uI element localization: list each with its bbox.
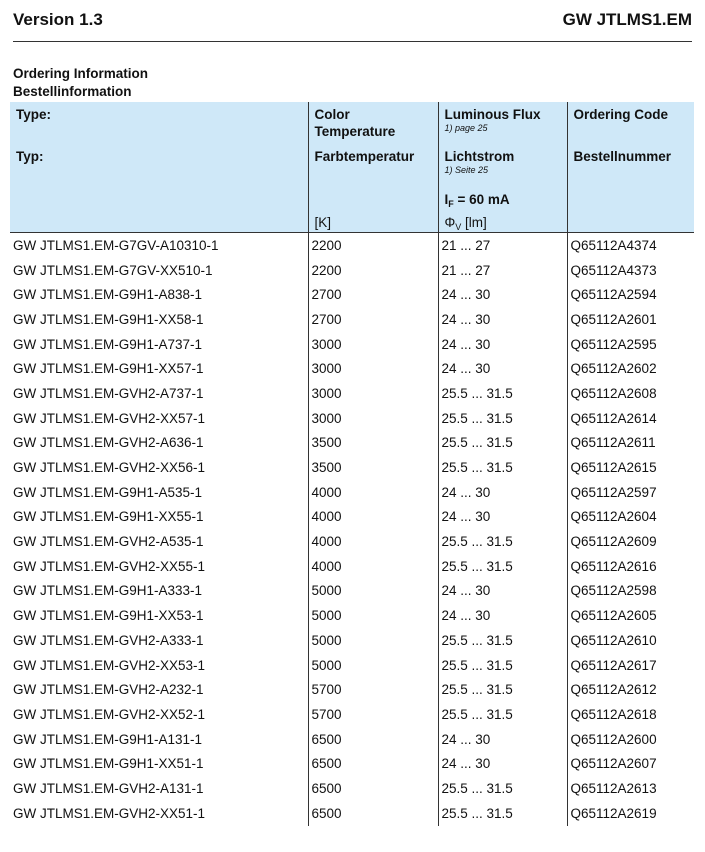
table-row (10, 653, 694, 678)
ordering-code-cell: Q65112A2610 (567, 628, 694, 653)
flux-cell: 24 ... 30 (438, 282, 567, 307)
color-temp-cell: 5700 (308, 702, 438, 727)
color-temp-cell: 2200 (308, 258, 438, 283)
ordering-code-cell: Q65112A2618 (567, 702, 694, 727)
color-temp-cell: 3500 (308, 455, 438, 480)
flux-cell: 24 ... 30 (438, 603, 567, 628)
type-cell: GW JTLMS1.EM-GVH2-A737-1 (13, 385, 204, 401)
color-temp-cell: 5000 (308, 579, 438, 604)
color-temp-cell: 5000 (308, 603, 438, 628)
section-title-de: Bestellinformation (13, 84, 132, 99)
flux-cell: 25.5 ... 31.5 (438, 628, 567, 653)
type-cell: GW JTLMS1.EM-GVH2-XX55-1 (13, 558, 206, 574)
color-temp-cell: 4000 (308, 529, 438, 554)
flux-cell: 21 ... 27 (438, 258, 567, 283)
color-temp-unit: [K] (314, 215, 332, 230)
table-row (10, 480, 694, 505)
type-header (10, 102, 308, 233)
type-cell: GW JTLMS1.EM-G9H1-A737-1 (13, 336, 203, 352)
color-temp-header-de: Farbtemperatur (314, 149, 415, 164)
flux-cell: 25.5 ... 31.5 (438, 801, 567, 826)
ordering-table (10, 102, 694, 826)
color-temp-cell: 6500 (308, 801, 438, 826)
flux-unit-symbol: Φ (444, 215, 456, 230)
type-cell: GW JTLMS1.EM-G7GV-XX510-1 (13, 262, 213, 278)
type-cell: GW JTLMS1.EM-G9H1-XX57-1 (13, 361, 204, 377)
flux-cell: 25.5 ... 31.5 (438, 677, 567, 702)
type-cell: GW JTLMS1.EM-GVH2-XX57-1 (13, 410, 206, 426)
page-header (13, 6, 692, 34)
color-temp-header (308, 102, 438, 233)
table-row (10, 431, 694, 456)
type-cell: GW JTLMS1.EM-GVH2-XX52-1 (13, 706, 206, 722)
flux-header (438, 102, 567, 233)
ordering-code-cell: Q65112A2598 (567, 579, 694, 604)
header-divider (13, 41, 692, 42)
type-cell: GW JTLMS1.EM-GVH2-A232-1 (13, 682, 204, 698)
type-cell: GW JTLMS1.EM-G9H1-XX53-1 (13, 608, 204, 624)
table-row (10, 677, 694, 702)
table-header-row (10, 102, 694, 233)
flux-cell: 24 ... 30 (438, 751, 567, 776)
table-row (10, 801, 694, 826)
table-row (10, 554, 694, 579)
flux-cell: 25.5 ... 31.5 (438, 455, 567, 480)
type-cell: GW JTLMS1.EM-G9H1-XX58-1 (13, 311, 204, 327)
color-temp-cell: 5000 (308, 653, 438, 678)
flux-cell: 25.5 ... 31.5 (438, 653, 567, 678)
ordering-code-cell: Q65112A2600 (567, 727, 694, 752)
color-temp-cell: 2700 (308, 282, 438, 307)
flux-header-de-block (445, 148, 515, 175)
flux-cell: 25.5 ... 31.5 (438, 406, 567, 431)
flux-cell: 25.5 ... 31.5 (438, 529, 567, 554)
flux-cell: 25.5 ... 31.5 (438, 702, 567, 727)
type-header-en: Type: (16, 107, 52, 122)
table-row (10, 455, 694, 480)
ordering-code-cell: Q65112A2604 (567, 505, 694, 530)
ordering-code-cell: Q65112A2614 (567, 406, 694, 431)
flux-unit-subscript: V (455, 222, 462, 232)
table-row (10, 282, 694, 307)
flux-header-en: Luminous Flux (444, 107, 541, 122)
type-cell: GW JTLMS1.EM-G9H1-XX51-1 (13, 756, 204, 772)
table-row (10, 505, 694, 530)
type-cell: GW JTLMS1.EM-GVH2-A636-1 (13, 435, 204, 451)
ordering-code-cell: Q65112A2605 (567, 603, 694, 628)
flux-cell: 21 ... 27 (438, 233, 567, 258)
flux-cell: 24 ... 30 (438, 505, 567, 530)
type-cell: GW JTLMS1.EM-GVH2-A333-1 (13, 632, 204, 648)
flux-condition-value: = 60 mA (453, 192, 510, 207)
ordering-code-cell: Q65112A2616 (567, 554, 694, 579)
type-cell: GW JTLMS1.EM-GVH2-XX56-1 (13, 460, 206, 476)
ordering-code-cell: Q65112A4373 (567, 258, 694, 283)
flux-cell: 25.5 ... 31.5 (438, 554, 567, 579)
table-row (10, 628, 694, 653)
ordering-code-cell: Q65112A2619 (567, 801, 694, 826)
ordering-code-cell: Q65112A2609 (567, 529, 694, 554)
ordering-code-cell: Q65112A2613 (567, 776, 694, 801)
table-row (10, 356, 694, 381)
table-row (10, 233, 694, 258)
flux-unit (445, 215, 487, 232)
flux-footnote-en: 1) page 25 (444, 123, 488, 133)
ordering-code-cell: Q65112A2601 (567, 307, 694, 332)
table-row (10, 258, 694, 283)
product-name: GW JTLMS1.EM (562, 10, 692, 29)
type-cell: GW JTLMS1.EM-GVH2-A131-1 (13, 780, 204, 796)
flux-cell: 25.5 ... 31.5 (438, 776, 567, 801)
type-header-de: Typ: (16, 149, 44, 164)
color-temp-cell: 3500 (308, 431, 438, 456)
flux-cell: 24 ... 30 (438, 579, 567, 604)
table-body (10, 233, 694, 826)
table-row (10, 307, 694, 332)
ordering-code-header-en: Ordering Code (573, 107, 669, 122)
table-row (10, 381, 694, 406)
color-temp-cell: 4000 (308, 554, 438, 579)
color-temp-cell: 5700 (308, 677, 438, 702)
section-title (13, 65, 148, 101)
table-row (10, 751, 694, 776)
ordering-code-cell: Q65112A2611 (567, 431, 694, 456)
flux-condition (445, 192, 510, 209)
color-temp-cell: 4000 (308, 480, 438, 505)
table-row (10, 529, 694, 554)
type-cell: GW JTLMS1.EM-G9H1-XX55-1 (13, 509, 204, 525)
table-row (10, 406, 694, 431)
flux-footnote-de: 1) Seite 25 (444, 165, 489, 175)
table-row (10, 332, 694, 357)
flux-cell: 24 ... 30 (438, 727, 567, 752)
flux-header-de: Lichtstrom (444, 149, 515, 164)
table-row (10, 727, 694, 752)
ordering-code-cell: Q65112A2615 (567, 455, 694, 480)
ordering-code-cell: Q65112A2594 (567, 282, 694, 307)
flux-header-en-block (445, 106, 541, 133)
color-temp-cell: 3000 (308, 356, 438, 381)
flux-cell: 24 ... 30 (438, 480, 567, 505)
type-cell: GW JTLMS1.EM-G9H1-A535-1 (13, 484, 203, 500)
flux-cell: 24 ... 30 (438, 307, 567, 332)
type-cell: GW JTLMS1.EM-GVH2-XX53-1 (13, 657, 206, 673)
ordering-code-cell: Q65112A2617 (567, 653, 694, 678)
color-temp-cell: 3000 (308, 406, 438, 431)
ordering-code-cell: Q65112A2608 (567, 381, 694, 406)
section-title-en: Ordering Information (13, 66, 148, 81)
color-temp-cell: 6500 (308, 776, 438, 801)
type-cell: GW JTLMS1.EM-G9H1-A838-1 (13, 287, 203, 303)
version-label: Version 1.3 (13, 10, 103, 29)
ordering-code-cell: Q65112A2602 (567, 356, 694, 381)
flux-unit-label: [lm] (461, 215, 487, 230)
ordering-code-cell: Q65112A2595 (567, 332, 694, 357)
color-temp-cell: 3000 (308, 381, 438, 406)
color-temp-cell: 2700 (308, 307, 438, 332)
flux-condition-symbol: I (444, 192, 449, 207)
ordering-code-cell: Q65112A2597 (567, 480, 694, 505)
table-row (10, 702, 694, 727)
color-temp-cell: 6500 (308, 751, 438, 776)
table-row (10, 603, 694, 628)
color-temp-cell: 5000 (308, 628, 438, 653)
type-cell: GW JTLMS1.EM-GVH2-XX51-1 (13, 805, 206, 821)
flux-condition-subscript: F (448, 199, 454, 209)
color-temp-cell: 2200 (308, 233, 438, 258)
color-temp-cell: 4000 (308, 505, 438, 530)
table-row (10, 776, 694, 801)
color-temp-cell: 6500 (308, 727, 438, 752)
table-row (10, 579, 694, 604)
flux-cell: 24 ... 30 (438, 332, 567, 357)
flux-cell: 25.5 ... 31.5 (438, 381, 567, 406)
flux-cell: 24 ... 30 (438, 356, 567, 381)
flux-cell: 25.5 ... 31.5 (438, 431, 567, 456)
color-temp-header-en: Color Temperature (314, 107, 396, 139)
type-cell: GW JTLMS1.EM-G7GV-A10310-1 (10, 233, 308, 258)
color-temp-cell: 3000 (308, 332, 438, 357)
ordering-code-cell: Q65112A4374 (567, 233, 694, 258)
type-cell: GW JTLMS1.EM-GVH2-A535-1 (13, 534, 204, 550)
type-cell: GW JTLMS1.EM-G9H1-A131-1 (13, 731, 203, 747)
ordering-code-cell: Q65112A2607 (567, 751, 694, 776)
ordering-code-cell: Q65112A2612 (567, 677, 694, 702)
ordering-code-header (567, 102, 694, 233)
type-cell: GW JTLMS1.EM-G9H1-A333-1 (13, 583, 203, 599)
ordering-code-header-de: Bestellnummer (573, 149, 672, 164)
